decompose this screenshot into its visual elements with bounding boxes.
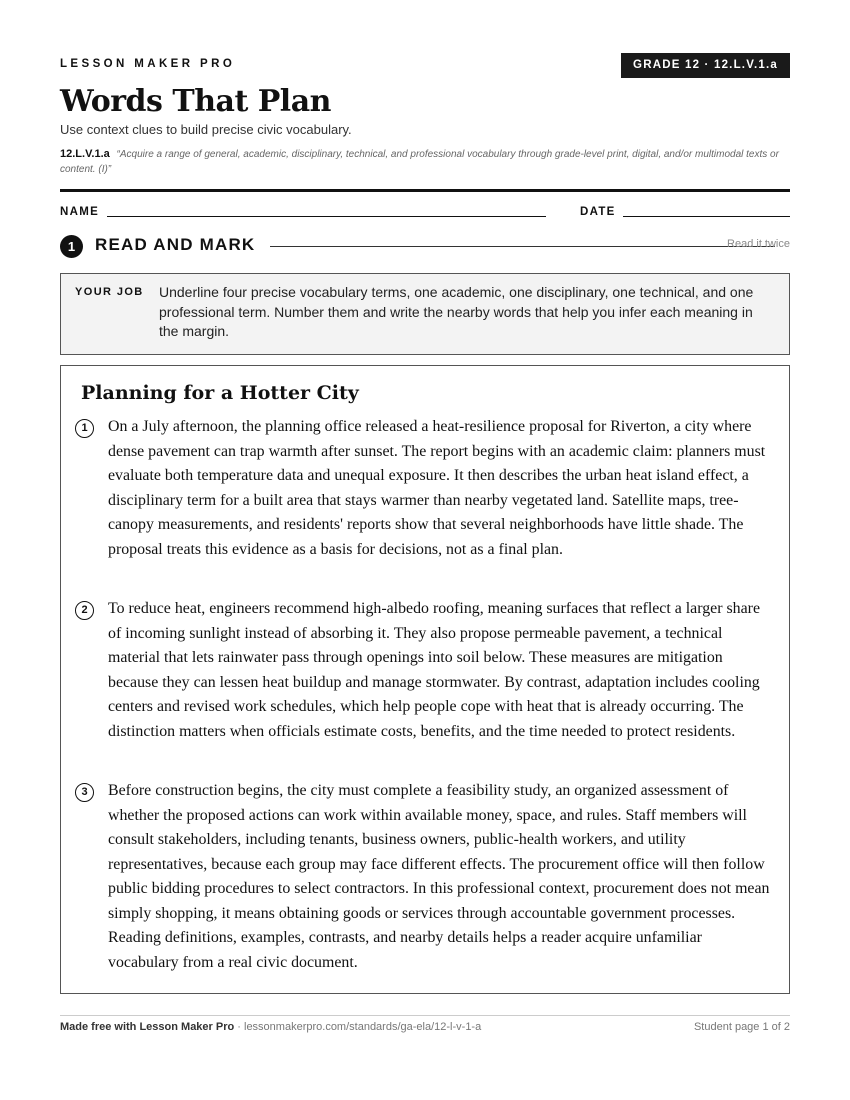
standard-code: 12.L.V.1.a xyxy=(60,148,110,160)
standard-statement xyxy=(60,147,790,177)
section-header xyxy=(60,234,790,258)
date-label: DATE xyxy=(580,206,616,218)
worksheet-subtitle: Use context clues to build precise civic vocabulary. xyxy=(60,122,352,137)
footer-divider xyxy=(60,1015,790,1016)
footer-separator: · xyxy=(234,1021,244,1033)
job-text: Underline four precise vocabulary terms, one academic, one disciplinary, one technical, and one professional term. Number them and write the nearby words that help you infer each meaning in the margin. xyxy=(159,284,754,340)
job-label: YOUR JOB xyxy=(75,286,144,298)
passage-paragraph: On a July afternoon, the planning office released a heat-resilience proposal for Riverton, a city where dense pavement can trap warmth after sunset. The report begins with an academic claim: planners must evaluate both temperature data and unequal exposure. It then describes the urban heat island effect, a disciplinary term for a built area that stays warmer than nearby vegetated land. Satellite maps, tree-canopy measurements, and residents' reports show that several neighborhoods have little shade. The proposal treats this evidence as a basis for decisions, not as a final plan. xyxy=(108,418,766,558)
grade-badge: GRADE 12 · 12.L.V.1.a xyxy=(621,53,790,78)
name-label: NAME xyxy=(60,206,100,218)
standard-text: “Acquire a range of general, academic, disciplinary, technical, and professional vocabulary through grade-level print, digital, and/or multimodal texts or content. (I)” xyxy=(60,149,779,175)
passage-paragraph: To reduce heat, engineers recommend high-albedo roofing, meaning surfaces that reflect a larger share of incoming sunlight instead of absorbing it. They also propose permeable pavement, a technical material that lets rainwater pass through openings into soil below. These measures are mitigation because they can lessen heat buildup and manage stormwater. By contrast, adaptation includes cooling centers and revised work schedules, which help people cope with heat that is already occurring. The distinction matters when officials estimate costs, benefits, and the time needed to protect residents. xyxy=(108,600,761,740)
footer-made-with: Made free with Lesson Maker Pro xyxy=(60,1021,235,1033)
reading-passage xyxy=(60,365,790,994)
name-field[interactable] xyxy=(107,216,546,217)
section-note: Read it twice xyxy=(727,238,790,250)
brand-name: LESSON MAKER PRO xyxy=(60,58,236,70)
section-title: READ AND MARK xyxy=(95,235,256,254)
header-divider xyxy=(60,189,790,192)
job-instructions-box xyxy=(60,273,790,355)
date-field[interactable] xyxy=(623,216,790,217)
footer-url[interactable]: lessonmakerpro.com/standards/ga-ela/12-l-v-1-a xyxy=(244,1021,482,1033)
footer-credit xyxy=(60,1021,481,1033)
section-divider xyxy=(270,246,775,247)
paragraph-number: 3 xyxy=(75,783,94,802)
worksheet-title: Words That Plan xyxy=(60,84,331,119)
paragraph-number: 2 xyxy=(75,601,94,620)
step-number-badge: 1 xyxy=(60,235,83,258)
paragraph-number: 1 xyxy=(75,419,94,438)
passage-title: Planning for a Hotter City xyxy=(81,382,359,404)
footer-page-number: Student page 1 of 2 xyxy=(693,1021,790,1033)
passage-paragraph: Before construction begins, the city must complete a feasibility study, an organized assessment of whether the proposed actions can work within available money, space, and rules. Staff members will consult stakeholders, including tenants, business owners, public-health workers, and utility representatives, because each group may face different effects. The procurement office will then follow public bidding procedures to select contractors. In this professional context, procurement does not mean simply shopping, it means obtaining goods or services through accountable government processes. Reading definitions, examples, contrasts, and nearby details helps a reader acquire unfamiliar vocabulary from a real civic document. xyxy=(108,782,770,971)
